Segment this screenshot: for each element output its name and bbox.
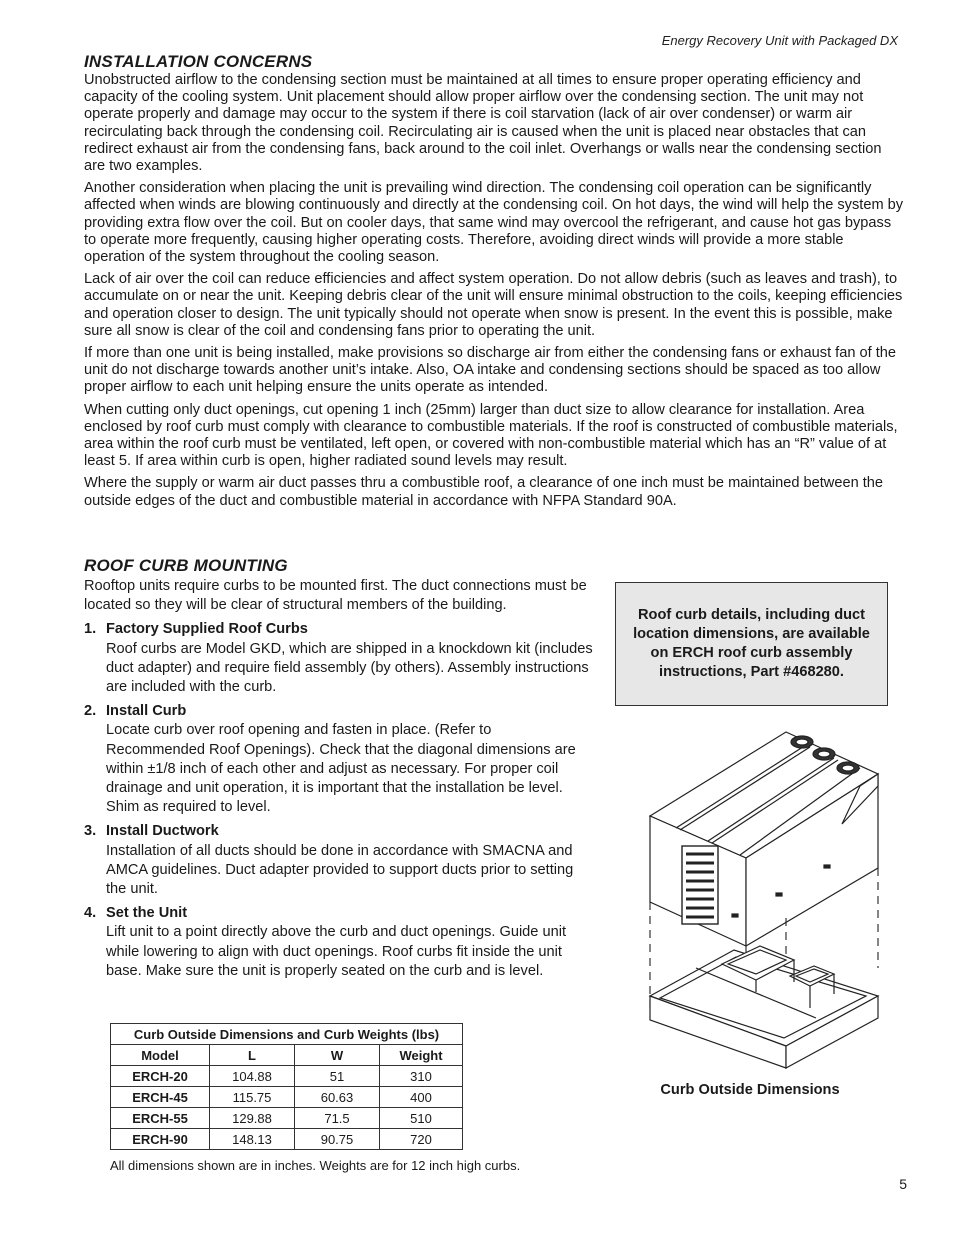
paragraph: Where the supply or warm air duct passes thru a combustible roof, a clearance of one inch must be maintained between the outside edges of the duct and combustible material in accordance with NFPA Standard 90A. — [84, 475, 884, 509]
model-cell: ERCH-45 — [111, 1087, 210, 1108]
step-text: Locate curb over roof opening and fasten in place. (Refer to Recommended Roof Openings). Check that the diagonal dimensions are within ±1/8 inch of each other and adjust as necessary. For proper coil drainage and unit operation, it is important that the installation be level. Shim as required to level. — [106, 722, 576, 816]
curb-dimensions-table — [110, 1023, 463, 1150]
paragraph: Unobstructed airflow to the condensing section must be maintained at all times to ensure proper operating efficiency and capacity of the cooling system. Unit placement should allow proper airflow over the condensing section. The unit may not operate properly and damage may occur to the system if there is coil starvation (lack of air over condenser) or warm air recirculating back through the condensing coil. Recirculating air is caused when the unit is placed near obstacles that can redirect exhaust air from the condensing fans, back around to the coil inlet. Overhangs or walls near the condensing section are two examples. — [84, 72, 882, 175]
step-text: Installation of all ducts should be done in accordance with SMACNA and AMCA guidelines. Duct adapter provided to support ducts prior to setting the unit. — [106, 842, 574, 898]
intro-paragraph: Rooftop units require curbs to be mounted first. The duct connections must be located so they will be clear of structural members of the building. — [84, 578, 587, 614]
step-title: Set the Unit — [106, 905, 188, 922]
table-header-row — [111, 1045, 463, 1066]
length-cell: 104.88 — [210, 1066, 295, 1087]
weight-cell: 310 — [380, 1066, 463, 1087]
table-footnote: All dimensions shown are in inches. Weights are for 12 inch high curbs. — [110, 1158, 521, 1173]
louver-panel — [682, 846, 718, 924]
paragraph: When cutting only duct openings, cut opening 1 inch (25mm) larger than duct size to allow clearance for installation. Area enclosed by roof curb must comply with clearance to combustible materials. If the roof is constructed of combustible materials, area within the roof curb must be ventilated, left open, or covered with non-combustible material which has an “R” value of at least 5. If area within curb is open, higher radiated sound levels may result. — [84, 401, 898, 470]
paragraph: If more than one unit is being installed, make provisions so discharge air from either the condensing fans or exhaust fan of the unit do not discharge towards another unit’s intake. Also, OA intake and condensing sections should be spaced as too allow proper airflow to each unit helping ensure the units operate as intended. — [84, 345, 897, 396]
step-title: Install Ductwork — [106, 823, 219, 840]
figure-caption: Curb Outside Dimensions — [660, 1082, 840, 1098]
roof-curb-mounting-body — [84, 577, 594, 986]
step-number: 4. — [84, 905, 97, 922]
note-text: Roof curb details, including duct location dimensions, are available on ERCH roof curb assembly instructions, Part #468280. — [633, 606, 870, 681]
unit-over-curb-illustration — [636, 728, 888, 1073]
step-item — [84, 822, 594, 899]
column-header: Model — [111, 1045, 210, 1066]
weight-cell: 510 — [380, 1108, 463, 1129]
document-header: Energy Recovery Unit with Packaged DX — [661, 33, 898, 48]
step-number: 3. — [84, 823, 97, 840]
model-cell: ERCH-55 — [111, 1108, 210, 1129]
step-number: 1. — [84, 621, 97, 638]
length-cell: 129.88 — [210, 1108, 295, 1129]
column-header: Weight — [380, 1045, 463, 1066]
installation-concerns-body — [84, 72, 904, 515]
width-cell: 51 — [295, 1066, 380, 1087]
length-cell: 115.75 — [210, 1087, 295, 1108]
step-title: Install Curb — [106, 703, 187, 720]
step-title: Factory Supplied Roof Curbs — [106, 621, 308, 638]
column-header: W — [295, 1045, 380, 1066]
width-cell: 71.5 — [295, 1108, 380, 1129]
table-row — [111, 1087, 463, 1108]
model-cell: ERCH-90 — [111, 1129, 210, 1150]
roof-curb-note-box — [615, 582, 888, 706]
paragraph: Lack of air over the coil can reduce efficiencies and affect system operation. Do not allow debris (such as leaves and trash), to accumulate on or near the unit. Keeping debris clear of the unit will ensure minimal obstruction to the coils, keeping efficiencies and operation closer to design. The unit typically should not operate when snow is present. In the event this is possible, make sure all snow is clear of the coil and condensing fans prior to operating the unit. — [84, 271, 903, 339]
weight-cell: 720 — [380, 1129, 463, 1150]
roof-curb-mounting-title: ROOF CURB MOUNTING — [84, 556, 288, 575]
installation-concerns-title: INSTALLATION CONCERNS — [84, 52, 313, 71]
page-number: 5 — [899, 1176, 907, 1192]
step-item — [84, 620, 594, 697]
length-cell: 148.13 — [210, 1129, 295, 1150]
step-list — [84, 620, 594, 981]
table-title: Curb Outside Dimensions and Curb Weights (lbs) — [111, 1024, 463, 1045]
table-row — [111, 1066, 463, 1087]
weight-cell: 400 — [380, 1087, 463, 1108]
step-text: Roof curbs are Model GKD, which are shipped in a knockdown kit (includes duct adapter) and require field assembly (by others). Assembly instructions are included with the curb. — [106, 640, 593, 696]
column-header: L — [210, 1045, 295, 1066]
model-cell: ERCH-20 — [111, 1066, 210, 1087]
width-cell: 90.75 — [295, 1129, 380, 1150]
step-item — [84, 904, 594, 981]
step-number: 2. — [84, 703, 97, 720]
step-text: Lift unit to a point directly above the curb and duct openings. Guide unit while lowering to align with duct openings. Roof curbs fit inside the unit base. Make sure the unit is properly seated on the curb and is level. — [106, 924, 567, 979]
table-row — [111, 1129, 463, 1150]
width-cell: 60.63 — [295, 1087, 380, 1108]
table-row — [111, 1108, 463, 1129]
paragraph: Another consideration when placing the unit is prevailing wind direction. The condensing coil operation can be significantly affected when winds are blowing continuously and directly at the condensing coil. On hot days, the wind will help the system by providing extra flow over the coil. But on cooler days, that same wind may overcool the refrigerant, and cause hot gas bypass to operate more frequently, causing higher operating costs. Therefore, avoiding direct winds will provide a more stable operation of the system throughout the cooling season. — [84, 180, 904, 266]
step-item — [84, 702, 594, 817]
